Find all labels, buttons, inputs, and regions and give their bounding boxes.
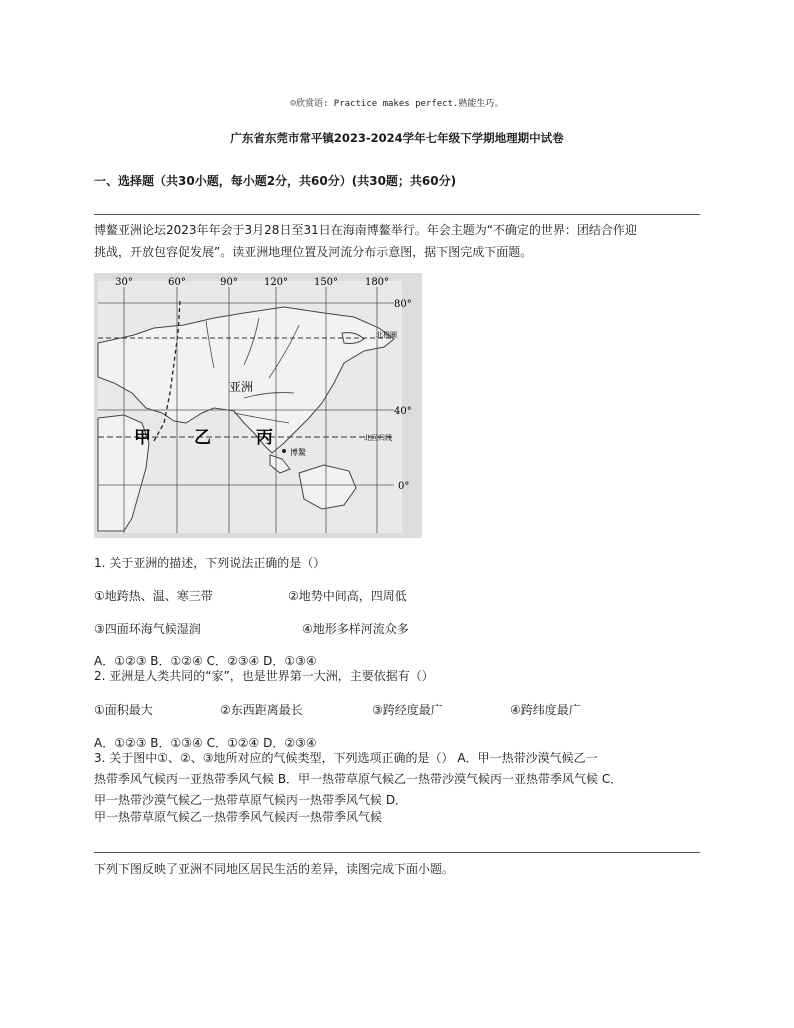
q1-option-2: ②地势中间高，四周低: [288, 589, 407, 603]
lat-label-80: 80°: [394, 299, 412, 310]
q2-stem: 2. 亚洲是人类共同的“家”，也是世界第一大洲，主要依据有（）: [94, 669, 434, 683]
label-tropic: 北回归线: [364, 434, 392, 442]
section-heading: 一、选择题（共30小题，每小题2分，共60分）(共30题；共60分): [94, 174, 457, 188]
label-asia: 亚洲: [229, 380, 254, 394]
q2-option-1: ①面积最大: [94, 703, 153, 717]
q3-line4: 甲一热带草原气候乙一热带季风气候丙一热带季风气候: [94, 810, 383, 824]
label-jia: 甲: [134, 428, 151, 448]
q3-line3: 甲一热带沙漠气候乙一热带草原气候丙一热带季风气候 D．: [94, 793, 408, 807]
exam-title: 广东省东莞市常平镇2023-2024学年七年级下学期地理期中试卷: [230, 131, 564, 145]
lon-label-150: 150°: [313, 277, 339, 288]
lon-label-60: 60°: [168, 277, 186, 288]
header-motto: ☺欣赏语: Practice makes perfect.熟能生巧。: [290, 99, 504, 109]
lon-label-120: 120°: [263, 277, 289, 288]
lon-label-180: 180°: [364, 277, 390, 288]
asia-map: [94, 273, 422, 538]
label-yi: 乙: [194, 428, 211, 448]
label-bing: 丙: [256, 428, 273, 448]
passage2-line1: 下列下图反映了亚洲不同地区居民生活的差异，读图完成下面小题。: [94, 862, 455, 876]
passage1-line1: 博鳌亚洲论坛2023年年会于3月28日至31日在海南博鳌举行。年会主题为“不确定的世界：团结合作迎: [94, 223, 637, 237]
q1-option-4: ④地形多样河流众多: [302, 622, 409, 636]
lon-label-30: 30°: [115, 277, 133, 288]
q2-answers: A．①②③ B．①③④ C．①②④ D．②③④: [94, 736, 317, 750]
label-arctic-circle: 北极圈: [376, 331, 397, 339]
q2-option-4: ④跨纬度最广: [510, 703, 581, 717]
q3-line1: 3. 关于图中①、②、③地所对应的气候类型，下列选项正确的是（） A．甲一热带沙漠气候乙一: [94, 751, 598, 765]
q1-stem: 1. 关于亚洲的描述，下列说法正确的是（）: [94, 556, 326, 570]
divider-bottom: [94, 852, 700, 853]
q1-option-3: ③四面环海气候湿润: [94, 622, 201, 636]
q2-option-3: ③跨经度最广: [372, 703, 443, 717]
q1-answers: A．①②③ B．①②④ C．②③④ D．①③④: [94, 654, 317, 668]
divider-top: [94, 214, 700, 215]
label-boao: 博鳌: [290, 448, 306, 457]
q1-option-1: ①地跨热、温、寒三带: [94, 589, 213, 603]
lat-label-0: 0°: [398, 481, 410, 492]
q3-line2: 热带季风气候丙一亚热带季风气候 B．甲一热带草原气候乙一热带沙漠气候丙一亚热带季风气候 C．: [94, 772, 623, 786]
lon-label-90: 90°: [220, 277, 238, 288]
passage1-line2: 挑战，开放包容促发展”。读亚洲地理位置及河流分布示意图，据下图完成下面题。: [94, 245, 533, 259]
q2-option-2: ②东西距离最长: [220, 703, 303, 717]
lat-label-40: 40°: [394, 406, 412, 417]
